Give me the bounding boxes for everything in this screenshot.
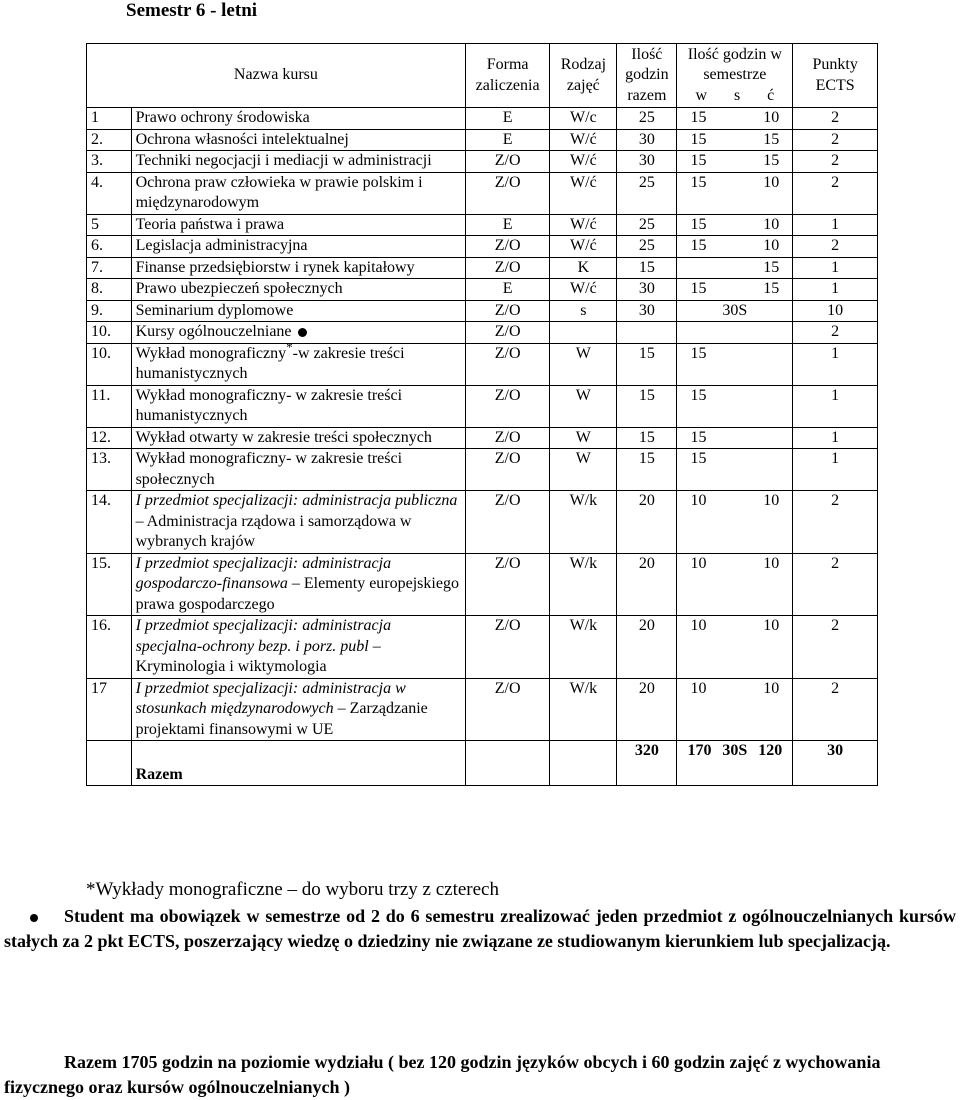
row-number: 14.	[87, 491, 132, 554]
table-row	[87, 108, 878, 130]
type-cell: W/ć	[550, 236, 617, 258]
hours-c: 15	[763, 280, 780, 297]
type-cell: W	[550, 449, 617, 491]
course-name-text: Wykład monograficzny	[135, 344, 287, 362]
hours-s	[724, 279, 746, 300]
table-row	[87, 385, 878, 427]
hours-w: 15	[690, 450, 707, 467]
row-number: 4.	[87, 172, 132, 214]
total-hours-cell: 30	[617, 151, 677, 173]
hours-s	[724, 449, 746, 470]
course-name	[131, 108, 465, 130]
type-cell: W/ć	[550, 151, 617, 173]
table-row	[87, 257, 878, 279]
ects-cell: 1	[793, 385, 878, 427]
form-cell: Z/O	[465, 300, 550, 322]
semester-hours-cell	[677, 427, 793, 449]
total-hours-cell: 20	[617, 553, 677, 616]
hours-w: 10	[690, 554, 707, 572]
course-name-rest: -w zakresie treści humanistycznych	[135, 344, 405, 382]
course-name-text: – Elementy europejskiego prawa gospodarczego	[135, 575, 459, 613]
hours-w: 10	[690, 492, 707, 509]
hours-c: 10	[763, 215, 780, 233]
hours-w	[687, 258, 709, 279]
total-hours-cell: 25	[617, 236, 677, 258]
course-name	[131, 300, 465, 322]
semester-hours-cell	[677, 616, 793, 679]
semester-hours	[681, 386, 788, 407]
header-form: Forma zaliczenia	[465, 44, 550, 108]
ects-cell: 1	[793, 214, 878, 236]
total-hours-cell: 25	[617, 214, 677, 236]
hours-c	[760, 386, 782, 407]
semester-hours-cell	[677, 108, 793, 130]
hours-w: 15	[690, 173, 707, 191]
hours-c: 10	[763, 617, 780, 634]
semester-hours-cell	[677, 553, 793, 616]
form-cell: Z/O	[465, 449, 550, 491]
course-name-text: Ochrona własności intelektualnej	[135, 130, 349, 148]
course-name-text: Wykład otwarty w zakresie treści społecznych	[135, 428, 432, 446]
total-hours-cell: 15	[617, 257, 677, 279]
header-semester	[677, 44, 793, 108]
type-cell: W	[550, 385, 617, 427]
type-cell: K	[550, 257, 617, 279]
ects-cell: 1	[793, 449, 878, 491]
semester-hours-cell	[677, 172, 793, 214]
total-hours-cell: 20	[617, 616, 677, 679]
form-cell: E	[465, 279, 550, 301]
hours-w: 15	[690, 152, 707, 169]
form-cell: Z/O	[465, 172, 550, 214]
course-name-text: – Administracja rządowa i samorządowa w wybranych krajów	[135, 512, 412, 550]
totals-s: 30S	[722, 742, 748, 759]
form-cell: Z/O	[465, 385, 550, 427]
header-ects: Punkty ECTS	[793, 44, 878, 108]
hours-w: 15	[690, 344, 707, 362]
hours-c: 10	[763, 237, 780, 254]
hours-s	[724, 616, 746, 637]
hours-s	[724, 491, 746, 512]
hours-w	[687, 301, 709, 322]
hours-w: 15	[690, 130, 707, 148]
table-row	[87, 678, 878, 741]
type-cell: W/k	[550, 553, 617, 616]
row-number: 12.	[87, 427, 132, 449]
hours-w: 10	[690, 617, 707, 634]
totals-hours: 320	[617, 741, 677, 786]
hours-s	[724, 236, 746, 257]
semester-hours-cell	[677, 449, 793, 491]
form-cell: Z/O	[465, 151, 550, 173]
form-cell: Z/O	[465, 616, 550, 679]
total-hours-cell: 15	[617, 385, 677, 427]
course-name-text: Legislacja administracyjna	[135, 237, 308, 254]
form-cell: Z/O	[465, 678, 550, 741]
hours-s	[724, 386, 746, 407]
hours-s	[724, 151, 746, 172]
course-name-text: – Kryminologia i wiktymologia	[135, 637, 381, 675]
hours-c: 10	[763, 109, 780, 126]
hours-w: 15	[690, 215, 707, 233]
table-row	[87, 151, 878, 173]
type-cell	[550, 322, 617, 344]
ects-cell: 2	[793, 553, 878, 616]
total-hours-cell: 20	[617, 678, 677, 741]
specialization-label: I przedmiot specjalizacji: administracja publiczna	[135, 492, 458, 509]
total-hours-cell: 30	[617, 279, 677, 301]
hours-s	[724, 130, 746, 151]
course-name-text: Wykład monograficzny- w zakresie treści humanistycznych	[135, 386, 403, 424]
course-name	[131, 339, 465, 385]
hours-s	[724, 258, 746, 279]
type-cell: W	[550, 343, 617, 385]
ects-cell: 2	[793, 108, 878, 130]
ects-cell: 2	[793, 678, 878, 741]
hours-s	[724, 215, 746, 236]
specialization-label: I przedmiot specjalizacji: administracja specjalna-ochrony bezp. i porz. publ	[135, 617, 392, 655]
form-cell: E	[465, 214, 550, 236]
totals-w: 170	[687, 742, 712, 759]
row-number: 1	[87, 108, 132, 130]
course-name	[131, 678, 465, 741]
ects-cell: 2	[793, 129, 878, 151]
hours-s	[724, 344, 746, 365]
row-number: 9.	[87, 300, 132, 322]
hours-w: 10	[690, 679, 707, 697]
semester-hours	[681, 449, 788, 470]
row-number: 10.	[87, 343, 132, 385]
semester-hours-cell	[677, 151, 793, 173]
header-sub-w: w	[695, 86, 707, 104]
course-table	[86, 43, 878, 786]
totals-empty	[465, 741, 550, 786]
type-cell: W/k	[550, 678, 617, 741]
table-row	[87, 236, 878, 258]
page-title: Semestr 6 - letni	[126, 0, 258, 21]
course-name	[131, 491, 465, 554]
specialization-label: I przedmiot specjalizacji: administracja w stosunkach międzynarodowych	[135, 679, 406, 717]
course-name	[131, 129, 465, 151]
header-semester-sub	[681, 86, 788, 107]
row-number: 11.	[87, 385, 132, 427]
type-cell: W/k	[550, 616, 617, 679]
hours-c	[760, 301, 782, 322]
course-name-text: Prawo ochrony środowiska	[135, 109, 310, 126]
ects-cell: 2	[793, 151, 878, 173]
hours-c	[760, 449, 782, 470]
type-cell: W/ć	[550, 214, 617, 236]
table-row	[87, 427, 878, 449]
course-name	[131, 616, 465, 679]
hours-c: 10	[763, 173, 780, 191]
semester-hours	[681, 428, 788, 449]
course-name	[131, 553, 465, 616]
header-type: Rodzaj zajęć	[550, 44, 617, 108]
course-name-text: Ochrona praw człowieka w prawie polskim i międzynarodowym	[135, 173, 423, 211]
semester-hours-cell	[677, 678, 793, 741]
totals-empty	[87, 741, 132, 786]
ects-cell: 2	[793, 616, 878, 679]
semester-hours	[681, 215, 788, 236]
total-hours-cell	[617, 322, 677, 344]
table-row	[87, 214, 878, 236]
total-hours-cell: 15	[617, 427, 677, 449]
header-semester-label: Ilość godzin w semestrze	[687, 45, 782, 84]
hours-w: 15	[690, 428, 707, 446]
table-row	[87, 129, 878, 151]
row-number: 13.	[87, 449, 132, 491]
type-cell: W/ć	[550, 172, 617, 214]
semester-hours	[681, 279, 788, 300]
semester-hours	[681, 108, 788, 129]
hours-c	[760, 428, 782, 449]
ects-cell: 2	[793, 322, 878, 344]
totals-c: 120	[758, 742, 783, 759]
totals-label: Razem	[131, 741, 465, 786]
semester-hours-cell	[677, 300, 793, 322]
type-cell: W	[550, 427, 617, 449]
total-hours-cell: 30	[617, 300, 677, 322]
hours-s	[724, 554, 746, 575]
course-name-text: Kursy ogólnouczelniane	[135, 323, 292, 340]
type-cell: W/ć	[550, 279, 617, 301]
row-number: 15.	[87, 553, 132, 616]
semester-hours	[681, 258, 788, 279]
row-number: 16.	[87, 616, 132, 679]
table-row	[87, 491, 878, 554]
course-name-text: Seminarium dyplomowe	[135, 301, 294, 319]
footnote-total	[4, 1050, 956, 1100]
totals-empty	[550, 741, 617, 786]
hours-s: 30S	[722, 301, 748, 319]
total-hours-cell: 15	[617, 343, 677, 385]
type-cell: W/c	[550, 108, 617, 130]
form-cell: Z/O	[465, 553, 550, 616]
totals-row	[87, 741, 878, 786]
course-name-text: Techniki negocjacji i mediacji w administracji	[135, 152, 432, 169]
total-hours-cell: 25	[617, 108, 677, 130]
total-hours-cell: 20	[617, 491, 677, 554]
table-row	[87, 343, 878, 385]
total-hours-cell: 25	[617, 172, 677, 214]
hours-c: 15	[763, 258, 780, 276]
semester-hours	[681, 301, 788, 322]
semester-hours-cell	[677, 491, 793, 554]
row-number: 2.	[87, 129, 132, 151]
row-number: 5	[87, 214, 132, 236]
course-name-text: Prawo ubezpieczeń społecznych	[135, 280, 343, 297]
semester-hours-cell	[677, 385, 793, 427]
type-cell: s	[550, 300, 617, 322]
row-number: 17	[87, 678, 132, 741]
form-cell: Z/O	[465, 257, 550, 279]
hours-s	[724, 173, 746, 194]
semester-hours-cell	[677, 343, 793, 385]
footnote-dot-text: Student ma obowiązek w semestrze od 2 do 6 semestru zrealizować jeden przedmiot z ogólnouczelnianych kursów stałych za 2 pkt ECTS, poszerzający wiedzę o dziedziny nie związane ze studiowanym kierunkiem lub specjalizacją.	[4, 906, 956, 951]
row-number: 7.	[87, 257, 132, 279]
ects-cell: 2	[793, 491, 878, 554]
hours-s	[724, 108, 746, 129]
course-name	[131, 449, 465, 491]
header-sub-c: ć	[767, 86, 775, 104]
header-row	[87, 44, 878, 108]
ects-cell: 2	[793, 236, 878, 258]
form-cell: Z/O	[465, 427, 550, 449]
asterisk-icon: *	[286, 339, 293, 355]
course-name	[131, 257, 465, 279]
form-cell: Z/O	[465, 236, 550, 258]
totals-semester-hours	[681, 741, 788, 762]
course-name	[131, 236, 465, 258]
semester-hours	[681, 616, 788, 637]
hours-w: 15	[690, 280, 707, 297]
course-name-text: Finanse przedsiębiorstw i rynek kapitałowy	[135, 258, 415, 276]
totals-ects: 30	[793, 741, 878, 786]
hours-s	[724, 679, 746, 700]
semester-hours-cell	[677, 322, 793, 344]
course-name-text: Teoria państwa i prawa	[135, 215, 285, 233]
hours-c	[760, 344, 782, 365]
row-number: 10.	[87, 322, 132, 344]
total-hours-cell: 15	[617, 449, 677, 491]
type-cell: W/ć	[550, 129, 617, 151]
specialization-label: I przedmiot specjalizacji: administracja gospodarczo-finansowa	[135, 554, 392, 592]
hours-c: 10	[763, 492, 780, 509]
semester-hours-cell	[677, 214, 793, 236]
hours-s	[724, 428, 746, 449]
semester-hours	[681, 679, 788, 700]
ects-cell: 1	[793, 427, 878, 449]
hours-w: 15	[690, 109, 707, 126]
form-cell: Z/O	[465, 343, 550, 385]
table-row	[87, 279, 878, 301]
semester-hours	[681, 236, 788, 257]
course-name	[131, 214, 465, 236]
course-name	[131, 385, 465, 427]
semester-hours-cell	[677, 236, 793, 258]
semester-hours	[681, 173, 788, 194]
semester-hours	[681, 554, 788, 575]
semester-hours	[681, 491, 788, 512]
semester-hours-cell	[677, 279, 793, 301]
type-cell: W/k	[550, 491, 617, 554]
ects-cell: 1	[793, 279, 878, 301]
form-cell: E	[465, 108, 550, 130]
semester-hours	[681, 344, 788, 365]
ects-cell: 1	[793, 257, 878, 279]
header-sub-s: s	[733, 86, 741, 104]
ects-cell: 10	[793, 300, 878, 322]
course-name	[131, 322, 465, 344]
semester-hours	[681, 151, 788, 172]
footnote-total-text: Razem 1705 godzin na poziomie wydziału ( bez 120 godzin języków obcych i 60 godzin zajęć z wychowania fizycznego oraz kursów ogólnouczelnianych )	[4, 1052, 881, 1097]
row-number: 6.	[87, 236, 132, 258]
hours-w: 15	[690, 237, 707, 254]
table-row	[87, 172, 878, 214]
course-name	[131, 172, 465, 214]
table-row	[87, 300, 878, 322]
course-name	[131, 279, 465, 301]
form-cell: Z/O	[465, 322, 550, 344]
semester-hours	[681, 130, 788, 151]
semester-hours-cell	[677, 257, 793, 279]
hours-c: 15	[763, 152, 780, 169]
table-row	[87, 449, 878, 491]
footnote-star: *Wykłady monograficzne – do wyboru trzy z czterech	[86, 879, 499, 900]
total-hours-cell: 30	[617, 129, 677, 151]
row-number: 3.	[87, 151, 132, 173]
course-name-text: – Zarządzanie projektami finansowymi w UE	[135, 700, 428, 738]
header-name: Nazwa kursu	[87, 44, 466, 108]
course-name	[131, 151, 465, 173]
table-row	[87, 322, 878, 344]
ects-cell: 1	[793, 343, 878, 385]
hours-c: 10	[763, 554, 780, 572]
table-row	[87, 616, 878, 679]
footnote-dot	[4, 904, 956, 954]
row-number: 8.	[87, 279, 132, 301]
semester-hours-cell	[677, 129, 793, 151]
totals-semester	[677, 741, 793, 786]
bullet-icon	[298, 328, 307, 337]
bullet-icon	[30, 914, 38, 922]
hours-c: 10	[763, 679, 780, 697]
course-name	[131, 427, 465, 449]
hours-w: 15	[690, 386, 707, 404]
form-cell: Z/O	[465, 491, 550, 554]
hours-c: 15	[763, 130, 780, 148]
header-hours: Ilość godzin razem	[617, 44, 677, 108]
form-cell: E	[465, 129, 550, 151]
table-row	[87, 553, 878, 616]
ects-cell: 2	[793, 172, 878, 214]
course-name-text: Wykład monograficzny- w zakresie treści społecznych	[135, 450, 403, 488]
